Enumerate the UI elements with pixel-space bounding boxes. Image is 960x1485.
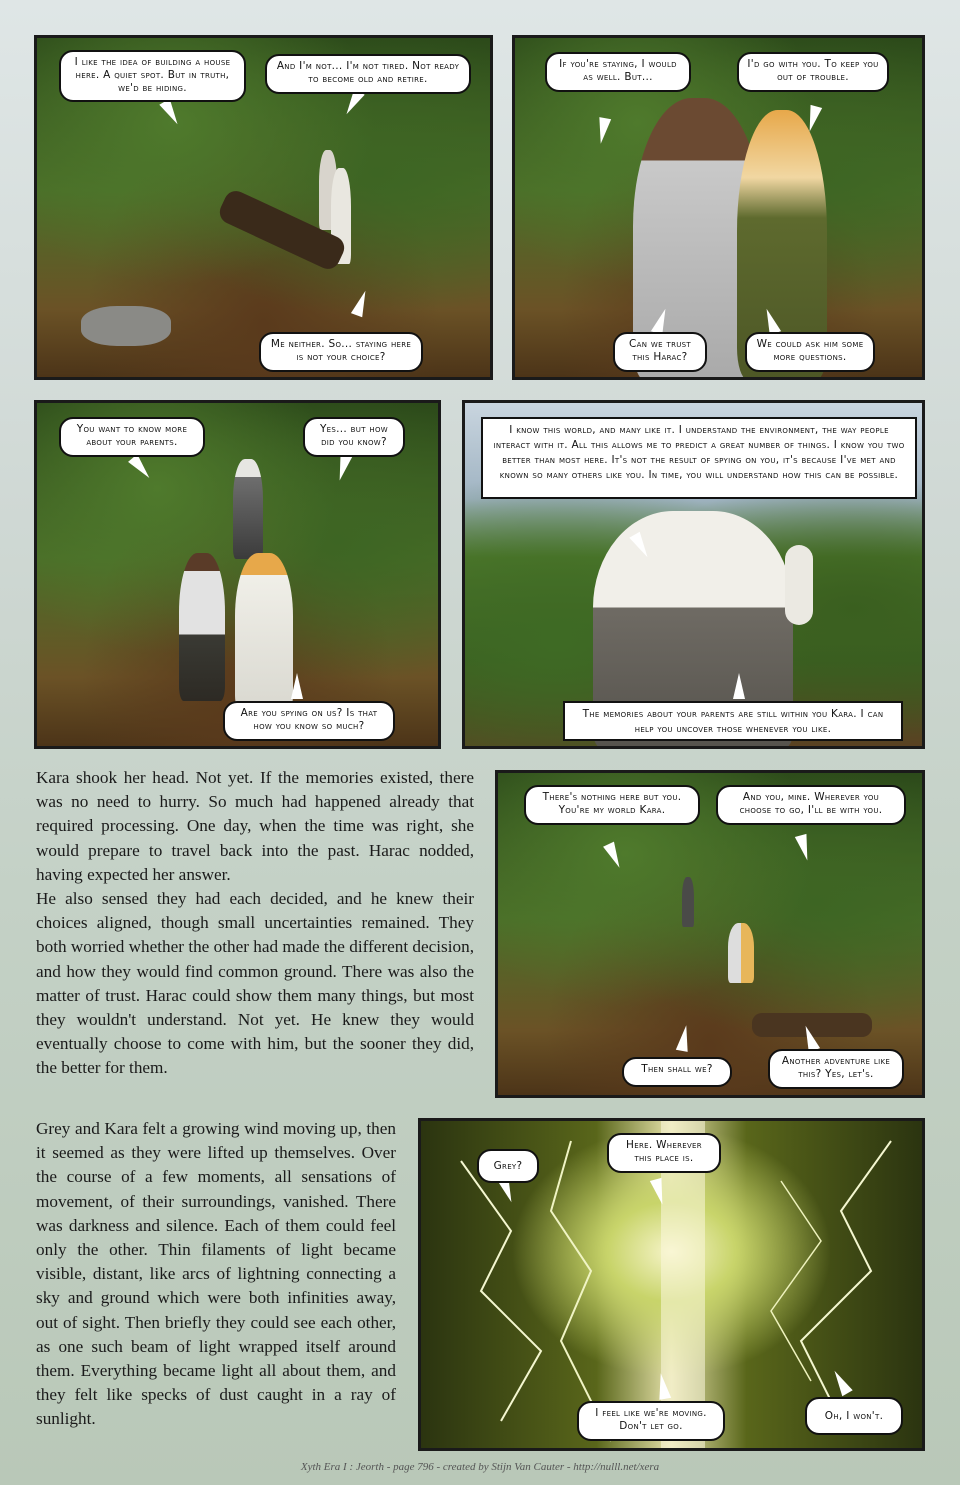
caption-box: The memories about your parents are still within you Kara. I can help you uncover those whenever you like. [563,701,903,741]
bubble-tail [291,673,303,699]
page-footer: Xyth Era I : Jeorth - page 796 - created by Stijn Van Cauter - http://nulll.net/xera [300,1461,660,1473]
bubble-tail [159,99,182,128]
speech-bubble: Me neither. So... staying here is not your choice? [259,332,423,372]
story-text-lower [36,1117,396,1432]
speech-bubble: Are you spying on us? Is that how you know so much? [223,701,395,741]
speech-bubble: Grey? [477,1149,539,1183]
couple-figure [728,923,754,983]
raised-finger [785,545,813,625]
speech-bubble: If you're staying, I would as well. But... [545,52,691,92]
bubble-tail [795,834,813,862]
speech-bubble: Oh, I won't. [805,1397,903,1435]
bubble-tail [351,289,371,318]
speech-bubble: And I'm not... I'm not tired. Not ready to become old and retire. [265,54,471,94]
bubble-tail [595,117,611,145]
bubble-tail [334,454,352,482]
speech-bubble: Then shall we? [622,1057,732,1087]
story-paragraph: Grey and Kara felt a growing wind moving up, then it seemed as they were lifted up themselves. Over the course of a few moments, all sensations of movement, of their surroundings, vanished. There was darkness and silence. Each of them could feel only the other. Thin filaments of light became visible, distant, like arcs of lightning connecting a sky and ground which were both infinities away, out of sight. Then briefly they could see each other, as one such beam of light wrapped itself around them. Everything became light all about them, and they felt like specks of dust caught in a ray of sunlight. [36,1119,396,1429]
speech-bubble: I'd go with you. To keep you out of trouble. [737,52,889,92]
bubble-tail [804,105,822,133]
panel-5 [495,770,925,1098]
panel-4 [462,400,925,749]
speech-bubble: Here. Wherever this place is. [607,1133,721,1173]
story-text-upper [36,766,474,1081]
story-paragraph: Kara shook her head. Not yet. If the memories existed, there was no need to hurry. So much had happened already that required processing. One day, when the time was right, she would prepare to travel back into the past. Harac nodded, having expected her answer. [36,768,474,884]
speech-bubble: Can we trust this Harac? [613,332,707,372]
bubble-tail [603,842,625,871]
harac-figure [682,877,694,927]
harac-figure [233,459,263,559]
speech-bubble: There's nothing here but you. You're my world Kara. [524,785,700,825]
bubble-tail [676,1024,692,1052]
speech-bubble: And you, mine. Wherever you choose to go, I'll be with you. [716,785,906,825]
panel-6 [418,1118,925,1451]
panel-2 [512,35,925,380]
speech-bubble: Yes... but how did you know? [303,417,405,457]
speech-bubble: You want to know more about your parents. [59,417,205,457]
speech-bubble: Another adventure like this? Yes, let's. [768,1049,904,1089]
bubble-tail [128,454,154,482]
grey-figure [179,553,225,701]
kara-figure [235,553,293,711]
speech-bubble: I like the idea of building a house here. A quiet spot. But in truth, we'd be hiding. [59,50,246,102]
speech-bubble: We could ask him some more questions. [745,332,875,372]
bubble-tail [733,673,745,699]
speech-bubble: I feel like we're moving. Don't let go. [577,1401,725,1441]
panel-3 [34,400,441,749]
caption-box: I know this world, and many like it. I understand the environment, the way people interact with it. All this allows me to predict a great number of things. I know you two better than most here. It's not the result of spying on you, it's because I've met and known so many others like you. In time, you will understand how this can be possible. [481,417,917,499]
story-paragraph: He also sensed they had each decided, and he knew their choices aligned, though small uncertainties remained. They both worried whether the other had made the different decision, and how they would find common ground. There was also the matter of trust. Harac could show them many things, but most they wouldn't understand. Not yet. He knew they would eventually choose to come with him, but the sooner they did, the better for them. [36,889,474,1078]
panel-1 [34,35,493,380]
rock [81,306,171,346]
